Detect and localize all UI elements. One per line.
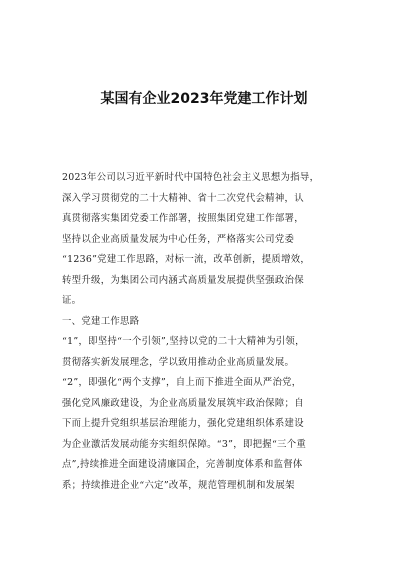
body-line: 为企业激活发展动能夯实组织保障。“3”，即把握“三个重 xyxy=(62,438,307,450)
body-line: 下而上提升党组织基层治理能力，强化党建组织体系建设 xyxy=(62,418,304,429)
body-line: 2023年公司以习近平新时代中国特色社会主义思想为指导， xyxy=(62,172,320,183)
body-line: 坚持以企业高质量发展为中心任务，严格落实公司党委 xyxy=(62,233,295,245)
body-line: 强化党风廉政建设，为企业高质量发展筑牢政治保障；自 xyxy=(62,397,304,409)
body-line: 证。 xyxy=(62,295,82,306)
body-line: “1”，即坚持“一个引领”,坚持以党的二十大精神为引领， xyxy=(62,336,305,347)
document-body xyxy=(62,168,362,496)
body-line: 深入学习贯彻党的二十大精神、省十二次党代会精神，认 xyxy=(62,192,304,204)
body-line: 转型升级，为集团公司内涵式高质量发展提供坚强政治保 xyxy=(62,274,304,286)
document-title: 某国有企业2023年党建工作计划 xyxy=(100,91,308,107)
body-line: 系；持续推进企业“六定”改革，规范管理机制和发展架 xyxy=(62,479,295,491)
body-line: 真贯彻落实集团党委工作部署，按照集团党建工作部署， xyxy=(62,213,304,224)
body-line: 点”,持续推进全面建设清廉国企，完善制度体系和监督体 xyxy=(62,459,303,470)
body-line: “1236”党建工作思路，对标一流，改革创新，提质增效， xyxy=(62,254,311,265)
body-line: 贯彻落实新发展理念，学以致用推动企业高质量发展。 xyxy=(62,356,295,368)
body-line: “2”，即强化“两个支撑”，自上而下推进全面从严治党， xyxy=(62,377,302,388)
section-heading: 一、党建工作思路 xyxy=(62,315,140,327)
